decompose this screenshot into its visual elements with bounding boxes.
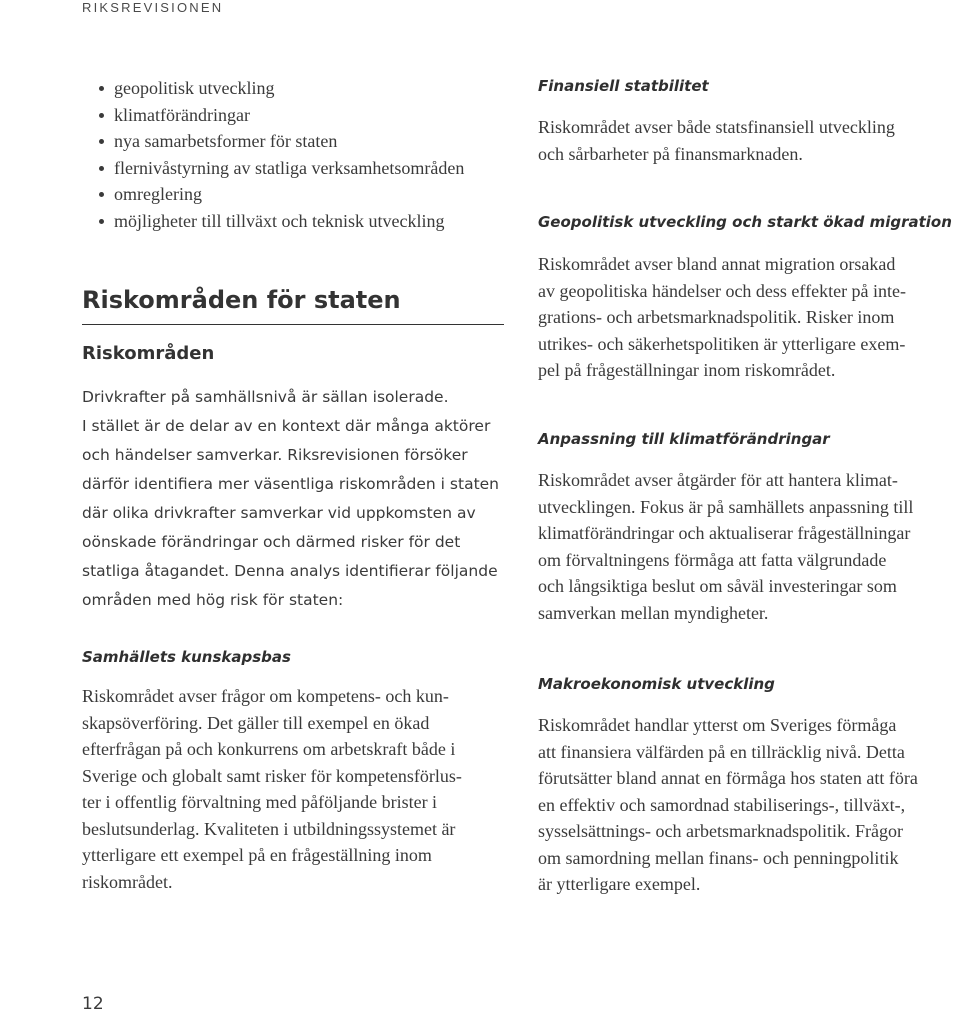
- text-line: skapsöverföring. Det gäller till exempel en ökad: [82, 712, 430, 733]
- text-line: utrikes- och säkerhetspolitiken är ytterligare exem-: [538, 333, 906, 354]
- bullet-icon: [99, 139, 104, 144]
- text-line: är ytterligare exempel.: [538, 874, 701, 894]
- risk-heading-geopolitik-migration: Geopolitisk utveckling och starkt ökad migration: [538, 213, 952, 231]
- text-line: Riskområdet avser åtgärder för att hantera klimat-: [538, 470, 898, 490]
- section-title: Riskområden för staten: [82, 286, 504, 325]
- bullet-icon: [99, 86, 104, 91]
- list-item: omreglering: [82, 181, 464, 208]
- text-line: riskområdet.: [82, 871, 173, 892]
- text-line: en effektiv och samordnad stabiliserings-, tillväxt-,: [538, 794, 906, 815]
- intro-paragraph: [82, 383, 512, 615]
- text-line: att finansiera välfärden på en tillräcklig nivå. Detta: [538, 741, 905, 762]
- text-line: statliga åtagandet. Denna analys identifierar följande: [82, 562, 498, 580]
- text-line: där olika drivkrafter samverkar vid uppkomsten av: [82, 504, 476, 522]
- list-item: nya samarbetsformer för staten: [82, 128, 464, 155]
- text-line: Drivkrafter på samhällsnivå är sällan isolerade.: [82, 388, 449, 406]
- text-line: utvecklingen. Fokus är på samhällets anpassning till: [538, 496, 914, 517]
- text-line: klimatförändringar och aktualiserar frågeställningar: [538, 523, 911, 543]
- list-item: geopolitisk utveckling: [82, 75, 464, 102]
- text-line: Riskområdet handlar ytterst om Sveriges förmåga: [538, 715, 897, 735]
- text-line: förutsätter bland annat en förmåga hos staten att föra: [538, 768, 918, 788]
- text-line: ter i offentlig förvaltning med påföljande brister i: [82, 792, 438, 812]
- list-item: klimatförändringar: [82, 102, 464, 129]
- text-line: sysselsättnings- och arbetsmarknadspolitik. Frågor: [538, 821, 903, 841]
- text-line: områden med hög risk för staten:: [82, 591, 344, 609]
- risk-heading-finansiell-stabilitet: Finansiell statbilitet: [538, 77, 709, 95]
- text-line: grations- och arbetsmarknadspolitik. Risker inom: [538, 307, 895, 327]
- risk-text-makroekonomi: [538, 712, 918, 898]
- driver-bullet-list: [82, 75, 464, 234]
- text-line: samverkan mellan myndigheter.: [538, 602, 769, 623]
- text-line: Riskområdet avser både statsfinansiell utveckling: [538, 117, 895, 137]
- risk-text-finansiell-stabilitet: [538, 114, 895, 167]
- list-item: flernivåstyrning av statliga verksamhetsområden: [82, 155, 464, 182]
- risk-text-geopolitik-migration: [538, 251, 906, 384]
- text-line: och sårbarheter på finansmarknaden.: [538, 143, 803, 164]
- risk-heading-makroekonomi: Makroekonomisk utveckling: [538, 675, 775, 693]
- running-header: RIKSREVISIONEN: [82, 0, 224, 15]
- page-number: 12: [82, 994, 104, 1014]
- text-line: om förvaltningens förmåga att fatta välgrundade: [538, 549, 887, 570]
- risk-heading-klimatanpassning: Anpassning till klimatförändringar: [538, 430, 830, 448]
- text-line: därför identifiera mer väsentliga riskområden i staten: [82, 475, 500, 493]
- text-line: och händelser samverkar. Riksrevisionen försöker: [82, 446, 468, 464]
- text-line: Riskområdet avser bland annat migration orsakad: [538, 254, 896, 274]
- text-line: I stället är de delar av en kontext där många aktörer: [82, 417, 491, 435]
- text-line: om samordning mellan finans- och penningpolitik: [538, 847, 899, 868]
- text-line: pel på frågeställningar inom riskområdet.: [538, 360, 836, 380]
- text-line: av geopolitiska händelser och dess effekter på inte-: [538, 280, 907, 301]
- section-subtitle: Riskområden: [82, 343, 215, 364]
- text-line: efterfrågan på och konkurrens om arbetskraft både i: [82, 739, 456, 759]
- bullet-icon: [99, 166, 104, 171]
- risk-heading-kunskapsbas: Samhällets kunskapsbas: [82, 648, 291, 666]
- risk-text-klimatanpassning: [538, 467, 913, 626]
- bullet-icon: [99, 113, 104, 118]
- text-line: beslutsunderlag. Kvaliteten i utbildningssystemet är: [82, 818, 456, 839]
- bullet-icon: [99, 219, 104, 224]
- list-item: möjligheter till tillväxt och teknisk utveckling: [82, 208, 464, 235]
- text-line: ytterligare ett exempel på en frågeställning inom: [82, 845, 432, 865]
- text-line: Riskområdet avser frågor om kompetens- och kun-: [82, 686, 449, 706]
- text-line: och långsiktiga beslut om såväl investeringar som: [538, 576, 897, 596]
- text-line: oönskade förändringar och därmed risker för det: [82, 533, 461, 551]
- text-line: Sverige och globalt samt risker för kompetensförlus-: [82, 765, 462, 786]
- risk-text-kunskapsbas: [82, 683, 462, 895]
- bullet-icon: [99, 192, 104, 197]
